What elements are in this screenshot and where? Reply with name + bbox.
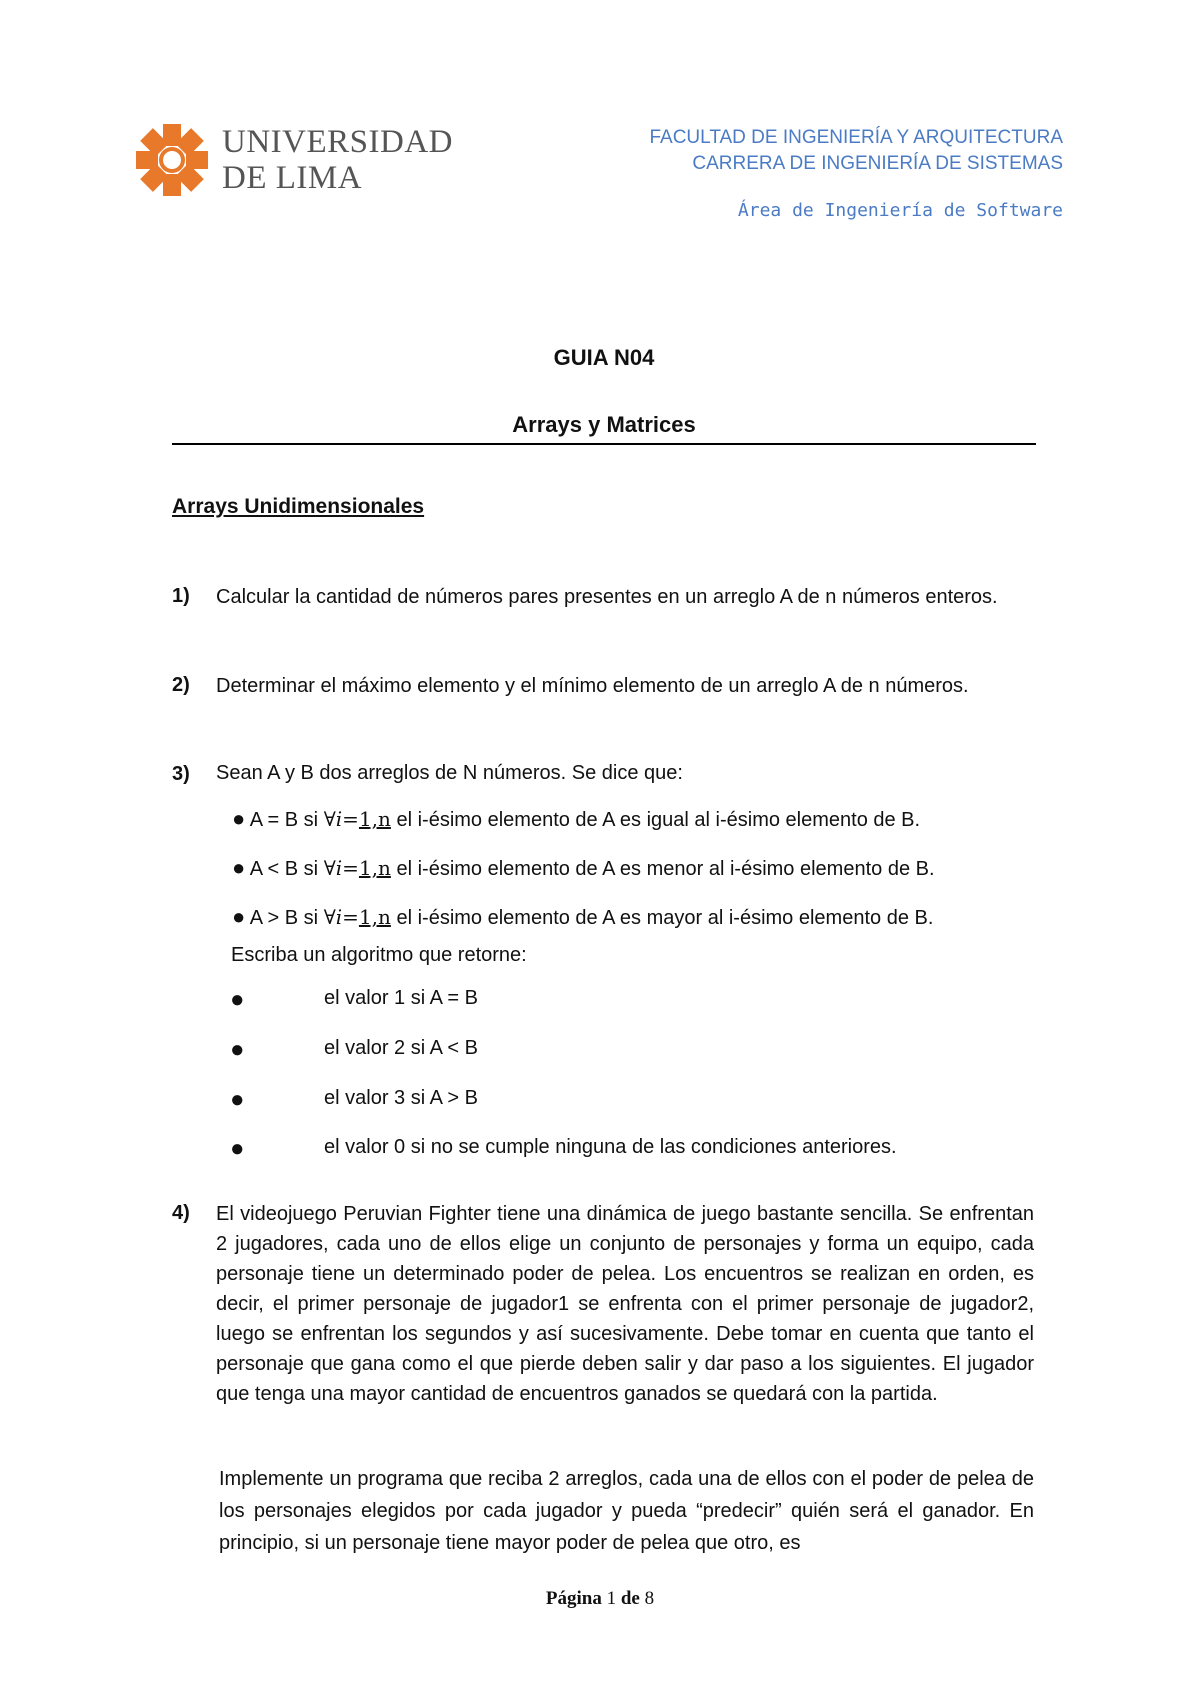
return-value-0: el valor 0 si no se cumple ninguna de las condiciones anteriores. — [324, 1136, 897, 1158]
condition-less — [232, 855, 935, 881]
item-1-number: 1) — [172, 585, 190, 607]
university-name-line2: DE LIMA — [222, 160, 363, 196]
faculty-name: FACULTAD DE INGENIERÍA Y ARQUITECTURA — [649, 127, 1063, 148]
page-footer — [0, 1588, 1200, 1610]
bullet-icon: ● — [232, 806, 246, 831]
math-eq: = — [342, 807, 359, 831]
math-range: 1,n — [358, 807, 391, 831]
condition-less-prefix: A < B si — [249, 858, 319, 880]
math-expression — [324, 856, 391, 880]
forall-symbol: ∀ — [323, 856, 336, 880]
bullet-icon: ● — [230, 1036, 245, 1063]
bullet-icon: ● — [232, 855, 246, 880]
item-4-number: 4) — [172, 1202, 190, 1224]
math-range: 1,n — [358, 905, 391, 929]
item-2-number: 2) — [172, 674, 190, 696]
math-var: i — [335, 807, 343, 831]
of-word: de — [620, 1588, 640, 1609]
forall-symbol: ∀ — [323, 905, 336, 929]
university-name — [222, 124, 453, 196]
math-eq: = — [342, 856, 359, 880]
bullet-icon: ● — [232, 904, 246, 929]
math-var: i — [335, 856, 343, 880]
math-eq: = — [342, 905, 359, 929]
item-3-write: Escriba un algoritmo que retorne: — [231, 944, 527, 966]
condition-greater-text: el i-ésimo elemento de A es mayor al i-ésimo elemento de B. — [396, 907, 934, 929]
university-name-line1: UNIVERSIDAD — [222, 124, 453, 160]
bullet-icon: ● — [230, 1135, 245, 1162]
item-2-text: Determinar el máximo elemento y el mínimo elemento de un arreglo A de n números. — [216, 675, 969, 697]
item-1-text: Calcular la cantidad de números pares presentes en un arreglo A de n números enteros. — [216, 586, 998, 608]
career-name: CARRERA DE INGENIERÍA DE SISTEMAS — [692, 153, 1063, 174]
return-value-1: el valor 1 si A = B — [324, 987, 478, 1009]
item-4-paragraph-2: Implemente un programa que reciba 2 arreglos, cada una de ellos con el poder de pelea de los personajes elegidos por cada jugador y pueda “predecir” quién será el ganador. En principio, si un personaje tiene mayor poder de pelea que otro, es — [219, 1468, 1034, 1554]
section-heading: Arrays Unidimensionales — [172, 495, 425, 518]
item-3-intro: Sean A y B dos arreglos de N números. Se dice que: — [216, 762, 683, 784]
condition-equal-prefix: A = B si — [249, 809, 319, 831]
math-range: 1,n — [358, 856, 391, 880]
condition-equal-text: el i-ésimo elemento de A es igual al i-ésimo elemento de B. — [396, 809, 921, 831]
condition-less-text: el i-ésimo elemento de A es menor al i-ésimo elemento de B. — [396, 858, 935, 880]
item-4-paragraph-1: El videojuego Peruvian Fighter tiene una dinámica de juego bastante sencilla. Se enfrentan 2 jugadores, cada uno de ellos elige un conjunto de personajes y forma un equipo, cada personaje tiene un determinado poder de pelea. Los encuentros se realizan en orden, es decir, el primer personaje de jugador1 se enfrenta con el primer personaje de jugador2, luego se enfrentan los segundos y así sucesivamente. Debe tomar en cuenta que tanto el personaje que gana como el que pierde deben salir y dar paso a los siguientes. El jugador que tenga una mayor cantidad de encuentros ganados se quedará con la partida. — [216, 1203, 1034, 1405]
page-number: 1 — [606, 1588, 617, 1609]
bullet-icon: ● — [230, 986, 245, 1013]
math-expression — [324, 807, 391, 831]
forall-symbol: ∀ — [323, 807, 336, 831]
item-3-number: 3) — [172, 763, 190, 785]
condition-greater — [232, 904, 933, 930]
return-value-3: el valor 3 si A > B — [324, 1087, 478, 1109]
area-name: Área de Ingeniería de Software — [737, 200, 1063, 221]
bullet-icon: ● — [230, 1086, 245, 1113]
document-subtitle: Arrays y Matrices — [512, 412, 696, 437]
math-var: i — [335, 905, 343, 929]
page-total: 8 — [644, 1588, 655, 1609]
title-divider — [172, 443, 1036, 445]
document-title: GUIA N04 — [553, 345, 655, 370]
university-logo-icon — [132, 120, 212, 200]
math-expression — [324, 905, 391, 929]
page-word: Página — [545, 1588, 602, 1609]
return-value-2: el valor 2 si A < B — [324, 1037, 478, 1059]
condition-greater-prefix: A > B si — [249, 907, 319, 929]
condition-equal — [232, 806, 920, 832]
